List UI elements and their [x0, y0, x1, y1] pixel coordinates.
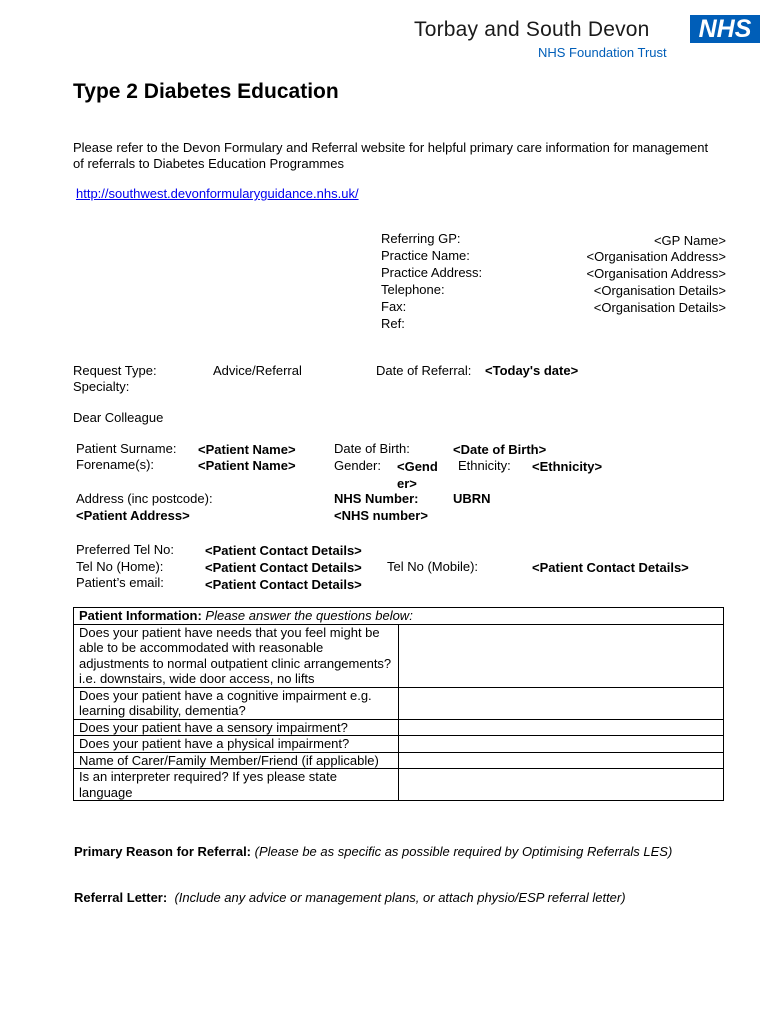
nhs-number-value: <NHS number> — [334, 508, 428, 523]
table-row — [74, 687, 724, 719]
forename-value: <Patient Name> — [198, 458, 296, 473]
page-title: Type 2 Diabetes Education — [73, 80, 339, 103]
question-cell: Does your patient have a cognitive impairment e.g. learning disability, dementia? — [74, 687, 399, 719]
table-row — [74, 624, 724, 687]
referral-letter — [74, 890, 626, 905]
address-value: <Patient Address> — [76, 508, 190, 523]
question-cell: Is an interpreter required? If yes please state language — [74, 769, 399, 801]
fax-value: <Organisation Details> — [593, 300, 726, 315]
primary-reason — [74, 844, 672, 859]
answer-cell[interactable] — [399, 752, 724, 769]
practice-name-value: <Organisation Address> — [586, 249, 726, 264]
gender-value-line2: er> — [397, 476, 417, 491]
forename-label: Forename(s): — [76, 457, 155, 472]
primary-reason-note: (Please be as specific as possible required by Optimising Referrals LES) — [254, 844, 673, 859]
email-label: Patient’s email: — [76, 575, 164, 590]
practice-address-value: <Organisation Address> — [586, 266, 726, 281]
gp-name-value: <GP Name> — [653, 233, 726, 248]
practice-address-label: Practice Address: — [381, 265, 483, 280]
trust-name: Torbay and South Devon — [414, 18, 650, 41]
table-row — [74, 769, 724, 801]
surname-value: <Patient Name> — [198, 442, 296, 457]
fax-label: Fax: — [381, 299, 407, 314]
question-cell: Name of Carer/Family Member/Friend (if applicable) — [74, 752, 399, 769]
gender-label: Gender: — [334, 458, 381, 473]
gp-label: Referring GP: — [381, 231, 461, 246]
home-tel-value: <Patient Contact Details> — [205, 560, 362, 575]
email-value: <Patient Contact Details> — [205, 577, 362, 592]
answer-cell[interactable] — [399, 736, 724, 753]
answer-cell[interactable] — [399, 719, 724, 736]
intro-text: Please refer to the Devon Formulary and Referral website for helpful primary care information for management of referrals to Diabetes Education Programmes — [73, 140, 709, 171]
table-header-note: Please answer the questions below: — [205, 608, 413, 623]
formulary-link[interactable]: http://southwest.devonformularyguidance.nhs.uk/ — [76, 186, 359, 201]
trust-subtitle: NHS Foundation Trust — [538, 45, 667, 60]
referral-letter-note: (Include any advice or management plans, or attach physio/ESP referral letter) — [174, 890, 626, 905]
table-header-row — [74, 608, 724, 625]
preferred-tel-label: Preferred Tel No: — [76, 542, 175, 557]
preferred-tel-value: <Patient Contact Details> — [205, 543, 362, 558]
question-cell: Does your patient have a sensory impairment? — [74, 719, 399, 736]
table-header-label: Patient Information: — [79, 608, 202, 623]
answer-cell[interactable] — [399, 624, 724, 687]
gender-value-line1: <Gend — [397, 459, 438, 474]
request-type-label: Request Type: — [73, 363, 157, 378]
salutation: Dear Colleague — [73, 410, 164, 425]
mobile-tel-label: Tel No (Mobile): — [387, 559, 479, 574]
referral-date-label: Date of Referral: — [376, 363, 472, 378]
mobile-tel-value: <Patient Contact Details> — [532, 560, 689, 575]
patient-info-table — [73, 607, 724, 801]
table-row — [74, 752, 724, 769]
dob-value: <Date of Birth> — [453, 442, 547, 457]
table-row — [74, 736, 724, 753]
surname-label: Patient Surname: — [76, 441, 177, 456]
ethnicity-label: Ethnicity: — [458, 458, 511, 473]
dob-label: Date of Birth: — [334, 441, 410, 456]
question-cell: Does your patient have needs that you feel might be able to be accommodated with reasonable adjustments to normal outpatient clinic arrangements? i.e. downstairs, wide door access, no lifts — [74, 624, 399, 687]
telephone-label: Telephone: — [381, 282, 445, 297]
table-header-cell — [74, 608, 724, 625]
address-label: Address (inc postcode): — [76, 491, 213, 506]
nhs-number-label: NHS Number: — [334, 491, 419, 506]
primary-reason-label: Primary Reason for Referral: — [74, 844, 252, 859]
referral-letter-label: Referral Letter: — [74, 890, 168, 905]
table-row — [74, 719, 724, 736]
request-type-value: Advice/Referral — [213, 363, 302, 378]
answer-cell[interactable] — [399, 769, 724, 801]
telephone-value: <Organisation Details> — [593, 283, 726, 298]
specialty-label: Specialty: — [73, 379, 130, 394]
nhs-logo: NHS — [690, 15, 760, 43]
ethnicity-value: <Ethnicity> — [532, 459, 603, 474]
ref-label: Ref: — [381, 316, 405, 331]
practice-name-label: Practice Name: — [381, 248, 470, 263]
question-cell: Does your patient have a physical impairment? — [74, 736, 399, 753]
answer-cell[interactable] — [399, 687, 724, 719]
referral-date-value: <Today's date> — [485, 363, 579, 378]
ubrn-label: UBRN — [453, 491, 491, 506]
home-tel-label: Tel No (Home): — [76, 559, 164, 574]
